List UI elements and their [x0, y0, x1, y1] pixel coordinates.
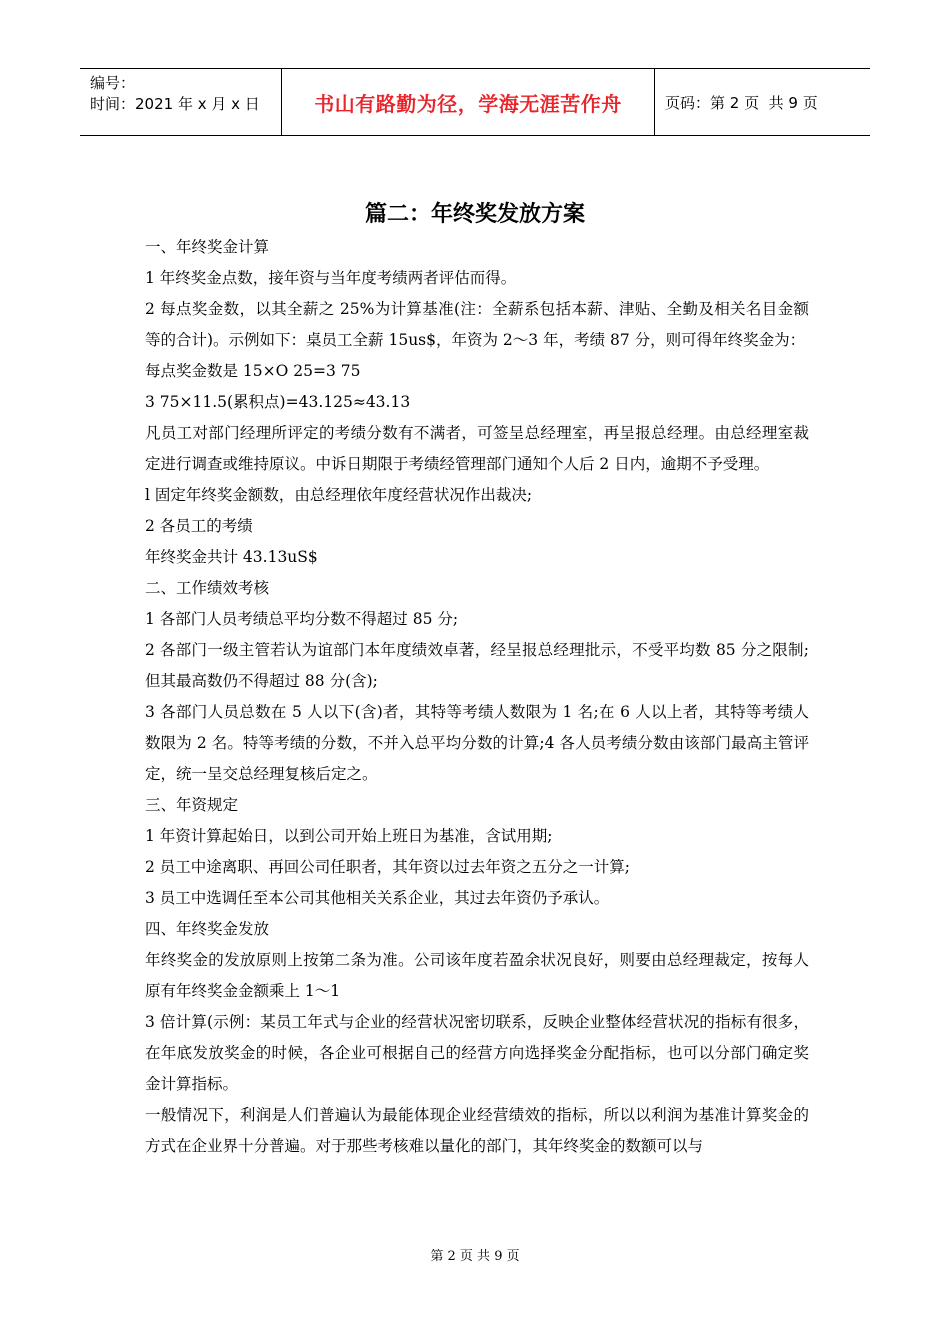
header-motto: 书山有路勤为径，学海无涯苦作舟	[314, 91, 622, 116]
date-label: 时间：2021 年 x 月 x 日	[90, 95, 260, 113]
body-paragraph: 1 年终奖金点数，接年资与当年度考绩两者评估而得。	[145, 269, 517, 287]
body-paragraph: 年终奖金共计 43.13uS$	[145, 548, 318, 566]
body-paragraph: 三、年资规定	[145, 796, 239, 814]
header-motto-cell	[281, 69, 655, 135]
body-paragraph: 一般情况下，利润是人们普遍认为最能体现企业经营绩效的指标，所以以利润为基准计算奖金的方式在企业界十分普遍。对于那些考核难以量化的部门，其年终奖金的数额可以与	[145, 1106, 809, 1155]
body-paragraph: 年终奖金的发放原则上按第二条为准。公司该年度若盈余状况良好，则要由总经理裁定，按每人原有年终奖金金额乘上 1～1	[145, 951, 809, 1000]
body-paragraph: 3 75×11.5(累积点)=43.125≈43.13	[145, 393, 411, 411]
body-paragraph: 四、年终奖金发放	[145, 920, 270, 938]
header-meta	[80, 69, 281, 135]
body-paragraph: 2 每点奖金数，以其全薪之 25%为计算基准(注：全薪系包括本薪、津贴、全勤及相关名目金额等的合计)。示例如下：桌员工全薪 15us$，年资为 2～3 年，考绩 87 分，则可得年终奖金为：	[145, 300, 809, 349]
body-paragraph: 3 倍计算(示例：某员工年式与企业的经营状况密切联系，反映企业整体经营状况的指标有很多，在年底发放奖金的时候，各企业可根据自己的经营方向选择奖金分配指标，也可以分部门确定奖金计算指标。	[145, 1013, 809, 1093]
header-page-label: 页码：第 2 页 共 9 页	[665, 93, 818, 112]
document-title: 篇二：年终奖发放方案	[364, 202, 585, 227]
body-paragraph: 2 各员工的考绩	[145, 517, 253, 535]
number-label: 编号：	[90, 74, 136, 92]
body-paragraph: 1 各部门人员考绩总平均分数不得超过 85 分;	[145, 610, 459, 628]
body-paragraph: 3 各部门人员总数在 5 人以下(含)者，其特等考绩人数限为 1 名;在 6 人以上者，其特等考绩人数限为 2 名。特等考绩的分数，不并入总平均分数的计算;4 各人员考绩分数由该部门最高主管评定，统一呈交总经理复核后定之。	[145, 703, 809, 783]
body-paragraph: 3 员工中选调任至本公司其他相关关系企业，其过去年资仍予承认。	[145, 889, 610, 907]
body-paragraph: 一、年终奖金计算	[145, 238, 270, 256]
body-paragraph: 二、工作绩效考核	[145, 579, 270, 597]
body-paragraph: l 固定年终奖金额数，由总经理依年度经营状况作出裁决;	[145, 486, 533, 504]
header-page-cell	[655, 69, 870, 135]
body-paragraph: 2 各部门一级主管若认为谊部门本年度绩效卓著，经呈报总经理批示，不受平均数 85 分之限制;但其最高数仍不得超过 88 分(含);	[145, 641, 809, 690]
document-header	[80, 68, 870, 136]
body-paragraph: 凡员工对部门经理所评定的考绩分数有不满者，可签呈总经理室，再呈报总经理。由总经理室裁定进行调查或维持原议。中诉日期限于考绩经管理部门通知个人后 2 日内，逾期不予受理。	[145, 424, 809, 473]
body-paragraph: 每点奖金数是 15×O 25=3 75	[145, 362, 361, 380]
document-body	[145, 232, 809, 1162]
body-paragraph: 2 员工中途离职、再回公司任职者，其年资以过去年资之五分之一计算;	[145, 858, 631, 876]
page-footer: 第 2 页 共 9 页	[430, 1249, 520, 1264]
body-paragraph: 1 年资计算起始日，以到公司开始上班日为基准，含试用期;	[145, 827, 553, 845]
